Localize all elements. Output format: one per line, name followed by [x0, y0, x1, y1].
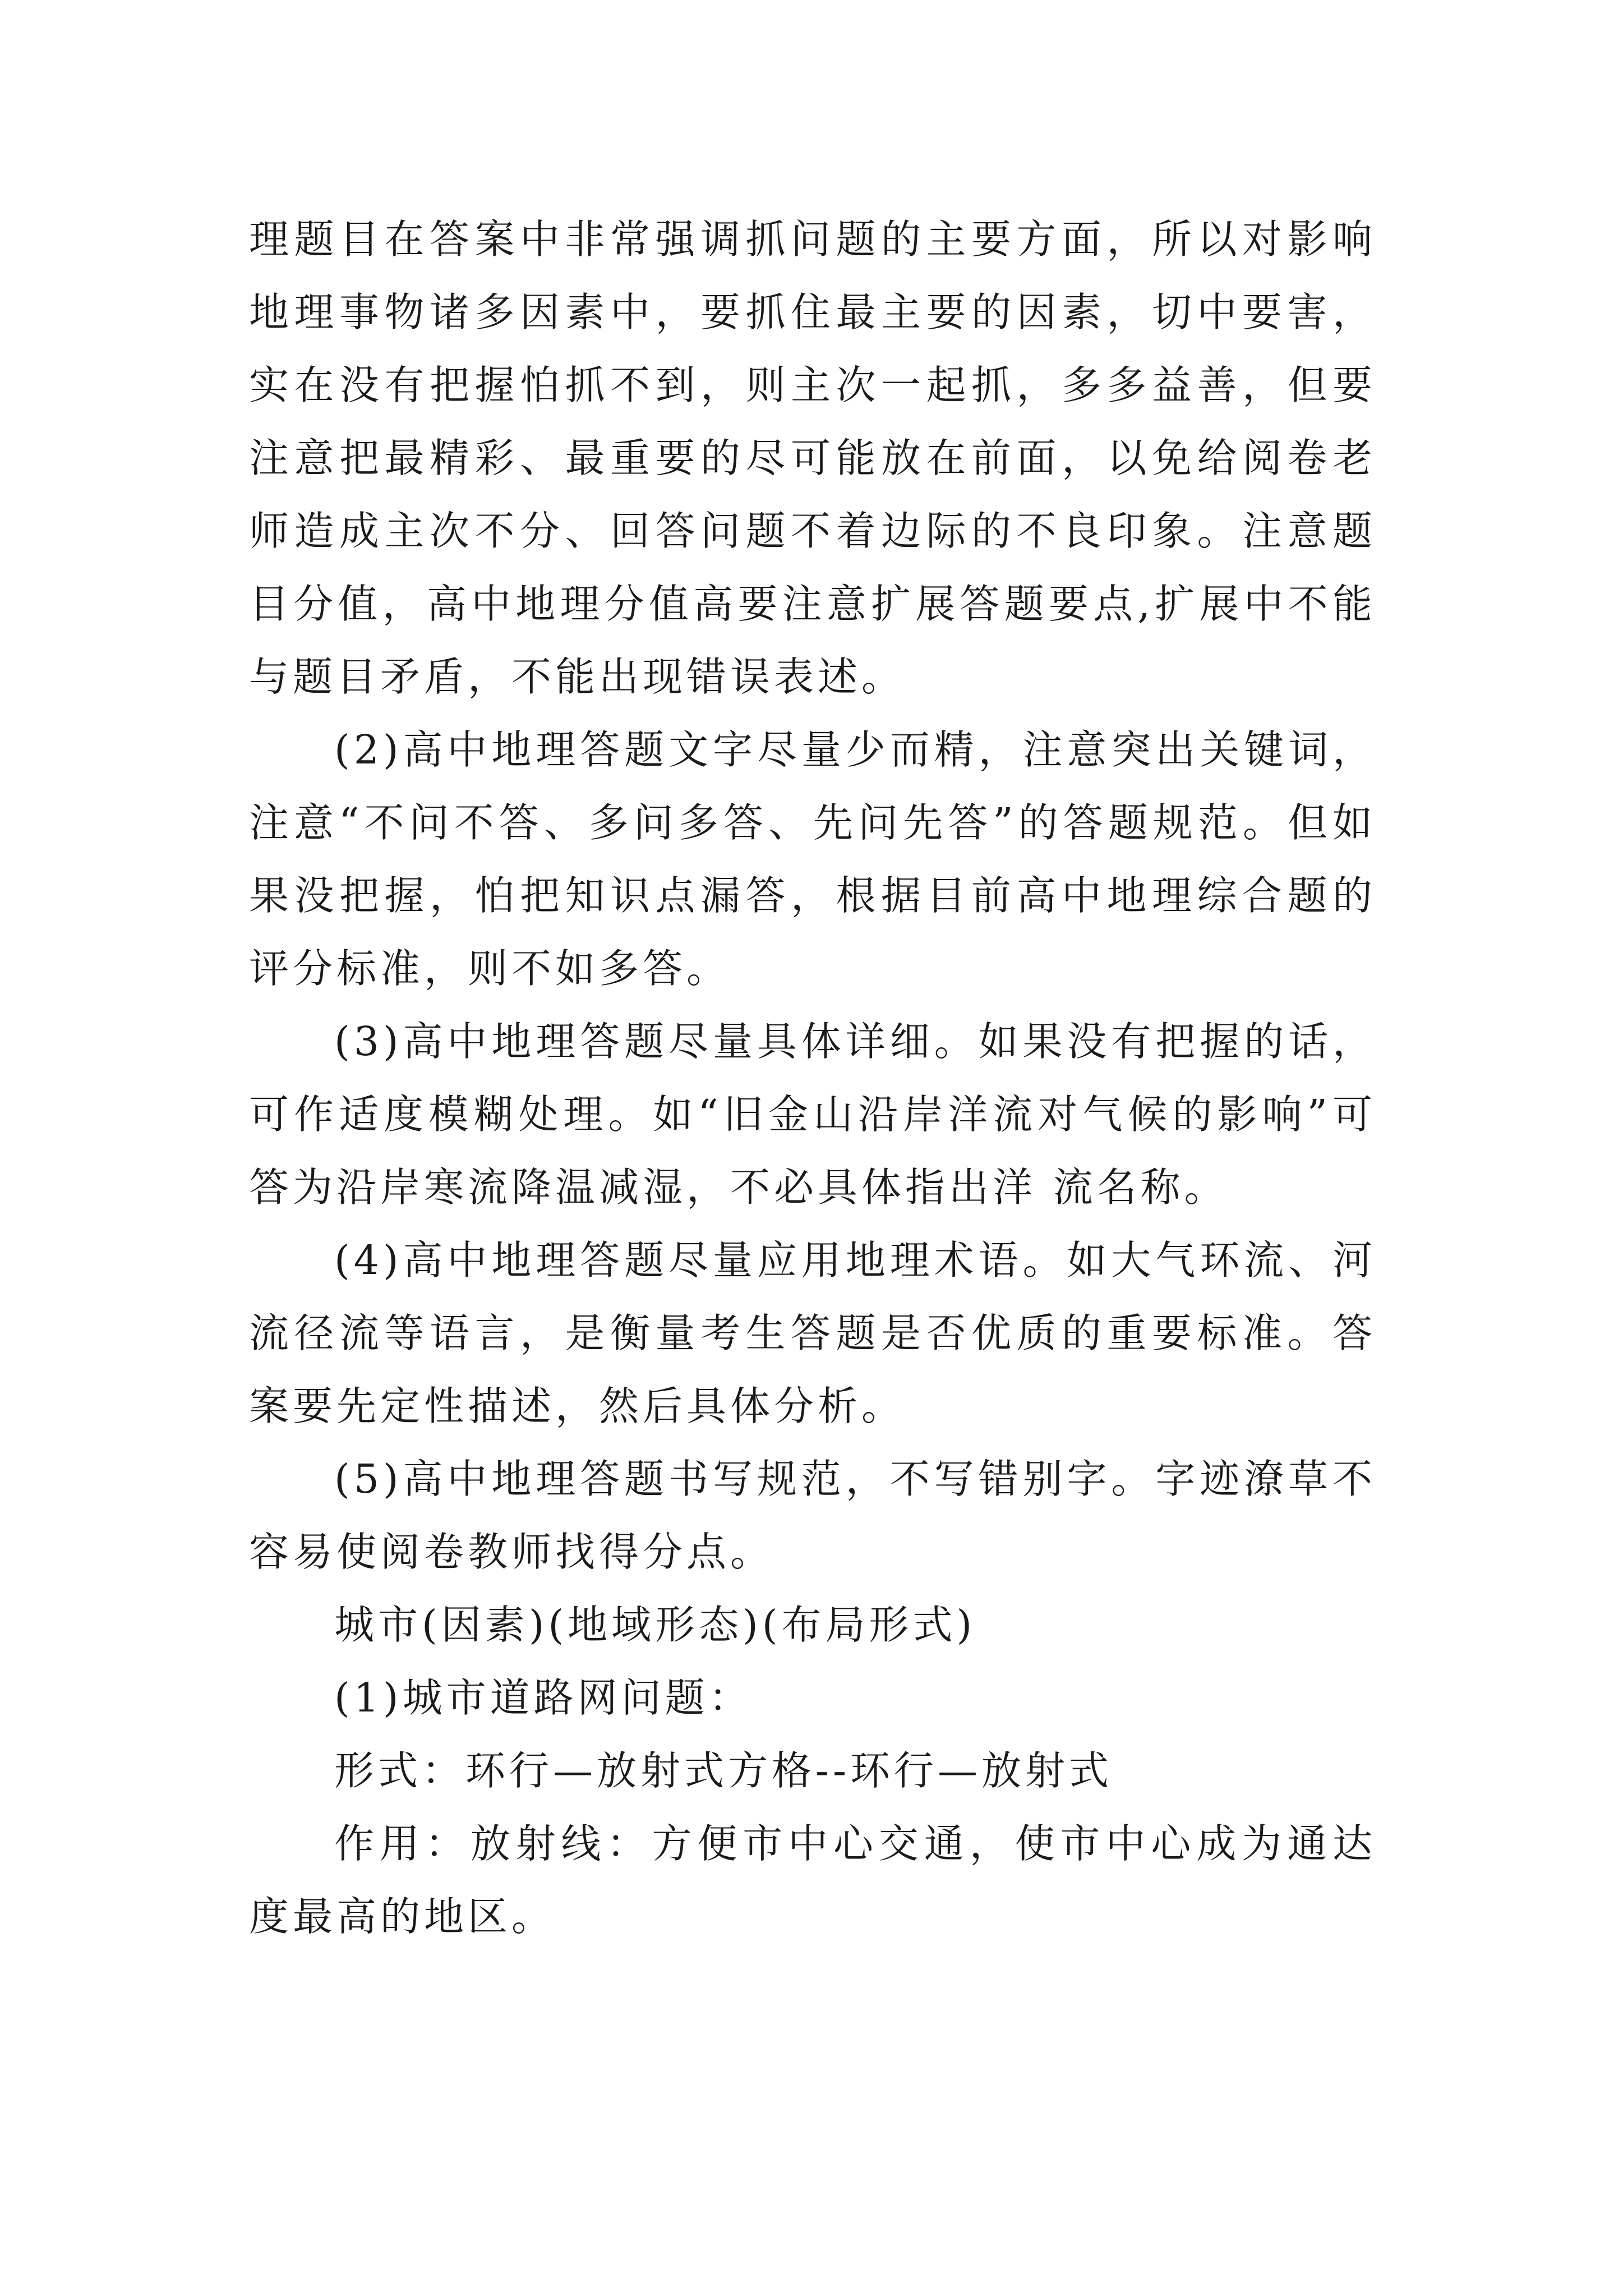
document-body: [249, 203, 1376, 1953]
paragraph-point-3: (3)高中地理答题尽量具体详细。如果没有把握的话，可作适度模糊处理。如“旧金山沿岸洋流对气候的影响”可答为沿岸寒流降温减湿，不必具体指出洋 流名称。: [249, 1018, 1376, 1211]
paragraph-function: 作用：放射线：方便市中心交通，使市中心成为通达度最高的地区。: [249, 1820, 1376, 1940]
paragraph-point-2: (2)高中地理答题文字尽量少而精，注意突出关键词，注意“不问不答、多问多答、先问先答”的答题规范。但如果没把握，怕把知识点漏答，根据目前高中地理综合题的评分标准，则不如多答。: [249, 726, 1376, 992]
section-heading-city: 城市(因素)(地域形态)(布局形式): [334, 1602, 976, 1648]
paragraph-point-5: (5)高中地理答题书写规范，不写错别字。字迹潦草不容易使阅卷教师找得分点。: [249, 1456, 1376, 1575]
paragraph-form: 形式：环行—放射式方格--环行—放射式: [334, 1747, 1113, 1794]
paragraph-point-4: (4)高中地理答题尽量应用地理术语。如大气环流、河流径流等语言，是衡量考生答题是否优质的重要标准。答案要先定性描述，然后具体分析。: [249, 1237, 1376, 1429]
subheading-road-network: (1)城市道路网问题：: [334, 1674, 753, 1721]
paragraph-continuation: 理题目在答案中非常强调抓问题的主要方面，所以对影响地理事物诸多因素中，要抓住最主要的因素，切中要害，实在没有把握怕抓不到，则主次一起抓，多多益善，但要注意把最精彩、最重要的尽可能放在前面，以免给阅卷老师造成主次不分、回答问题不着边际的不良印象。注意题目分值，高中地理分值高要注意扩展答题要点,扩展中不能与题目矛盾，不能出现错误表述。: [249, 216, 1376, 700]
